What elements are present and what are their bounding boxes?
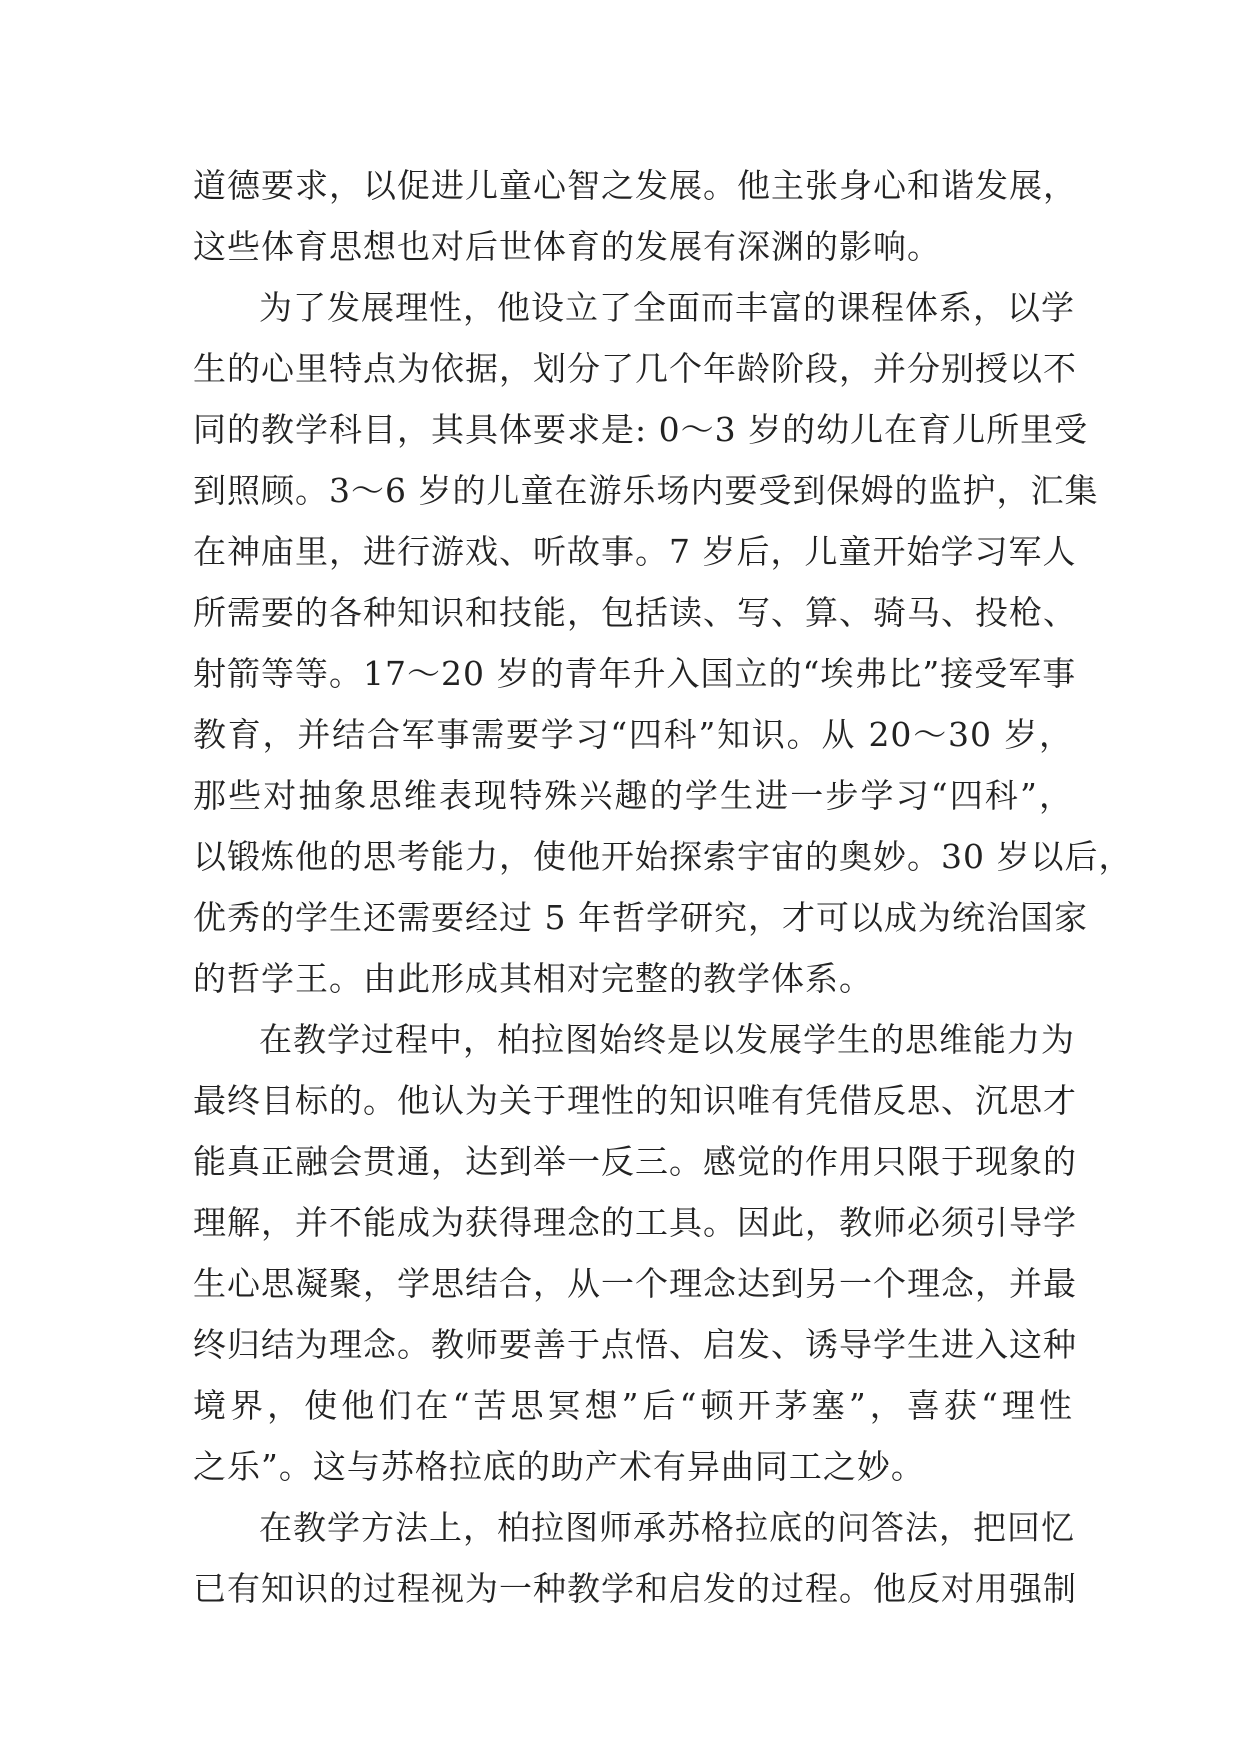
text-line: 理解，并不能成为获得理念的工具。因此，教师必须引导学 [193, 1203, 1077, 1242]
text-line: 优秀的学生还需要经过 5 年哲学研究，才可以成为统治国家 [193, 898, 1088, 937]
text-line: 之乐”。这与苏格拉底的助产术有异曲同工之妙。 [193, 1447, 925, 1486]
text-line: 所需要的各种知识和技能，包括读、写、算、骑马、投枪、 [193, 593, 1077, 632]
text-line: 最终目标的。他认为关于理性的知识唯有凭借反思、沉思才 [193, 1081, 1077, 1120]
text-line: 在教学方法上，柏拉图师承苏格拉底的问答法，把回忆 [259, 1508, 1075, 1547]
text-line: 的哲学王。由此形成其相对完整的教学体系。 [193, 959, 873, 998]
text-line: 射箭等等。17～20 岁的青年升入国立的“埃弗比”接受军事 [193, 654, 1077, 693]
text-line: 教育，并结合军事需要学习“四科”知识。从 20～30 岁， [193, 715, 1073, 754]
text-line: 为了发展理性，他设立了全面而丰富的课程体系，以学 [259, 288, 1075, 327]
text-line: 这些体育思想也对后世体育的发展有深渊的影响。 [193, 227, 941, 266]
body-text [193, 155, 1133, 1619]
text-line: 道德要求，以促进儿童心智之发展。他主张身心和谐发展， [193, 166, 1077, 205]
text-line: 到照顾。3～6 岁的儿童在游乐场内要受到保姆的监护，汇集 [193, 471, 1099, 510]
text-line: 已有知识的过程视为一种教学和启发的过程。他反对用强制 [193, 1569, 1077, 1608]
text-line: 终归结为理念。教师要善于点悟、启发、诱导学生进入这种 [193, 1325, 1077, 1364]
text-line: 同的教学科目，其具体要求是: 0～3 岁的幼儿在育儿所里受 [193, 410, 1089, 449]
text-line: 生心思凝聚，学思结合，从一个理念达到另一个理念，并最 [193, 1264, 1077, 1303]
text-line: 以锻炼他的思考能力，使他开始探索宇宙的奥妙。30 岁以后， [193, 837, 1133, 876]
text-line: 能真正融会贯通，达到举一反三。感觉的作用只限于现象的 [193, 1142, 1077, 1181]
text-line: 生的心里特点为依据，划分了几个年龄阶段，并分别授以不 [193, 349, 1077, 388]
text-line: 在神庙里，进行游戏、听故事。7 岁后，儿童开始学习军人 [193, 532, 1077, 571]
text-line: 在教学过程中，柏拉图始终是以发展学生的思维能力为 [259, 1020, 1075, 1059]
text-line: 境界，使他们在“苦思冥想”后“顿开茅塞”，喜获“理性 [193, 1386, 1073, 1425]
text-line: 那些对抽象思维表现特殊兴趣的学生进一步学习“四科”， [193, 776, 1073, 815]
